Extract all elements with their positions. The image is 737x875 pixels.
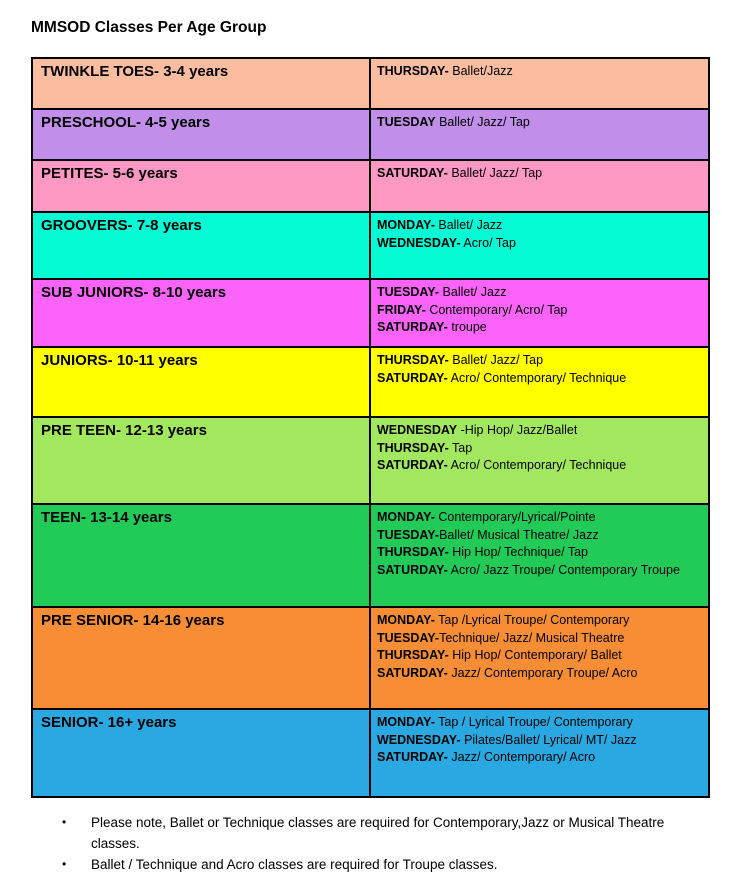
- classes-label: Jazz/ Contemporary Troupe/ Acro: [447, 665, 638, 680]
- classes-label: Ballet/ Musical Theatre/ Jazz: [439, 527, 599, 542]
- schedule-cell: [371, 608, 708, 708]
- classes-label: Tap: [448, 440, 473, 455]
- table-row: [33, 505, 708, 608]
- schedule-cell: [371, 710, 708, 796]
- day-label: SATURDAY-: [377, 458, 448, 472]
- schedule-line: [377, 457, 700, 475]
- classes-label: Ballet/ Jazz/ Tap: [447, 166, 543, 180]
- day-label: WEDNESDAY: [377, 423, 458, 437]
- table-row: [33, 213, 708, 280]
- schedule-line: [377, 422, 700, 440]
- age-group-cell: SUB JUNIORS- 8-10 years: [33, 280, 371, 346]
- classes-label: Hip Hop/ Contemporary/ Ballet: [448, 648, 622, 662]
- page-title: MMSOD Classes Per Age Group: [31, 19, 267, 36]
- age-group-cell: PRESCHOOL- 4-5 years: [33, 110, 371, 159]
- schedule-cell: [371, 110, 708, 159]
- schedule-cell: [371, 59, 708, 108]
- schedule-line: [377, 114, 700, 132]
- classes-label: Hip Hop/ Technique/ Tap: [448, 545, 588, 559]
- day-label: TUESDAY: [377, 115, 436, 129]
- day-label: MONDAY-: [377, 613, 435, 627]
- schedule-cell: [371, 505, 708, 606]
- classes-label: troupe: [447, 320, 487, 334]
- footnote-item: [62, 854, 712, 875]
- bullet-icon: •: [62, 857, 67, 871]
- schedule-line: [377, 647, 700, 665]
- age-group-cell: TWINKLE TOES- 3-4 years: [33, 59, 371, 108]
- table-row: [33, 59, 708, 110]
- schedule-cell: [371, 280, 708, 346]
- classes-label: Jazz/ Contemporary/ Acro: [447, 750, 596, 764]
- table-row: [33, 280, 708, 348]
- classes-label: Ballet/ Jazz/ Tap: [448, 353, 544, 367]
- table-row: [33, 161, 708, 213]
- day-label: MONDAY-: [377, 218, 435, 232]
- age-group-cell: SENIOR- 16+ years: [33, 710, 371, 796]
- age-group-cell: TEEN- 13-14 years: [33, 505, 371, 606]
- schedule-line: [377, 217, 700, 235]
- day-label: FRIDAY-: [377, 302, 426, 317]
- age-group-cell: PRE SENIOR- 14-16 years: [33, 608, 371, 708]
- footnote-item: [62, 812, 712, 854]
- schedule-line: [377, 370, 700, 388]
- schedule-cell: [371, 213, 708, 278]
- day-label: THURSDAY-: [377, 440, 449, 455]
- schedule-line: [377, 509, 700, 527]
- schedule-line: [377, 527, 700, 545]
- table-row: [33, 348, 708, 418]
- schedule-line: [377, 749, 700, 767]
- schedule-cell: [371, 348, 708, 416]
- schedule-line: [377, 630, 700, 648]
- schedule-line: [377, 63, 700, 81]
- classes-label: Ballet/ Jazz: [434, 218, 503, 232]
- day-label: TUESDAY-: [377, 630, 440, 645]
- classes-label: Ballet/Jazz: [448, 64, 513, 78]
- classes-label: Contemporary/ Acro/ Tap: [425, 302, 568, 317]
- schedule-cell: [371, 418, 708, 503]
- age-group-cell: GROOVERS- 7-8 years: [33, 213, 371, 278]
- day-label: WEDNESDAY-: [377, 732, 461, 747]
- schedule-line: [377, 165, 700, 183]
- classes-label: Ballet/ Jazz/ Tap: [435, 115, 530, 129]
- classes-label: Technique/ Jazz/ Musical Theatre: [439, 630, 625, 645]
- day-label: SATURDAY-: [377, 320, 448, 334]
- day-label: SATURDAY-: [377, 562, 448, 577]
- day-label: THURSDAY-: [377, 648, 449, 662]
- table-row: [33, 710, 708, 796]
- day-label: MONDAY-: [377, 715, 435, 729]
- day-label: THURSDAY-: [377, 353, 449, 367]
- schedule-line: [377, 562, 700, 580]
- day-label: TUESDAY-: [377, 285, 440, 299]
- schedule-line: [377, 284, 700, 302]
- day-label: THURSDAY-: [377, 545, 449, 559]
- schedule-line: [377, 612, 700, 630]
- schedule-line: [377, 352, 700, 370]
- schedule-line: [377, 235, 700, 253]
- day-label: SATURDAY-: [377, 665, 448, 680]
- day-label: THURSDAY-: [377, 64, 449, 78]
- classes-label: Acro/ Jazz Troupe/ Contemporary Troupe: [447, 562, 680, 577]
- day-label: SATURDAY-: [377, 750, 448, 764]
- classes-label: Acro/ Tap: [460, 235, 516, 250]
- schedule-line: [377, 302, 700, 320]
- schedule-line: [377, 732, 700, 750]
- classes-label: Acro/ Contemporary/ Technique: [447, 370, 627, 385]
- classes-label: Pilates/Ballet/ Lyrical/ MT/ Jazz: [460, 732, 637, 747]
- age-group-cell: PETITES- 5-6 years: [33, 161, 371, 211]
- schedule-line: [377, 319, 700, 337]
- table-row: [33, 418, 708, 505]
- table-row: [33, 110, 708, 161]
- classes-label: Ballet/ Jazz: [439, 285, 507, 299]
- classes-label: Contemporary/Lyrical/Pointe: [434, 510, 596, 524]
- schedule-line: [377, 665, 700, 683]
- classes-table: [31, 57, 710, 798]
- footnote-text: Please note, Ballet or Technique classes are required for Contemporary,Jazz or Musical Theatre classes.: [91, 815, 665, 851]
- schedule-cell: [371, 161, 708, 211]
- day-label: MONDAY-: [377, 510, 435, 524]
- day-label: SATURDAY-: [377, 370, 448, 385]
- age-group-cell: PRE TEEN- 12-13 years: [33, 418, 371, 503]
- bullet-icon: •: [62, 815, 67, 829]
- classes-label: Tap / Lyrical Troupe/ Contemporary: [434, 715, 633, 729]
- schedule-line: [377, 714, 700, 732]
- schedule-line: [377, 544, 700, 562]
- classes-label: Acro/ Contemporary/ Technique: [447, 458, 627, 472]
- classes-label: -Hip Hop/ Jazz/Ballet: [457, 423, 578, 437]
- table-row: [33, 608, 708, 710]
- day-label: SATURDAY-: [377, 166, 448, 180]
- schedule-line: [377, 440, 700, 458]
- day-label: TUESDAY-: [377, 527, 440, 542]
- footnotes: [62, 812, 712, 875]
- day-label: WEDNESDAY-: [377, 235, 461, 250]
- footnote-text: Ballet / Technique and Acro classes are required for Troupe classes.: [91, 857, 498, 872]
- classes-label: Tap /Lyrical Troupe/ Contemporary: [434, 613, 630, 627]
- age-group-cell: JUNIORS- 10-11 years: [33, 348, 371, 416]
